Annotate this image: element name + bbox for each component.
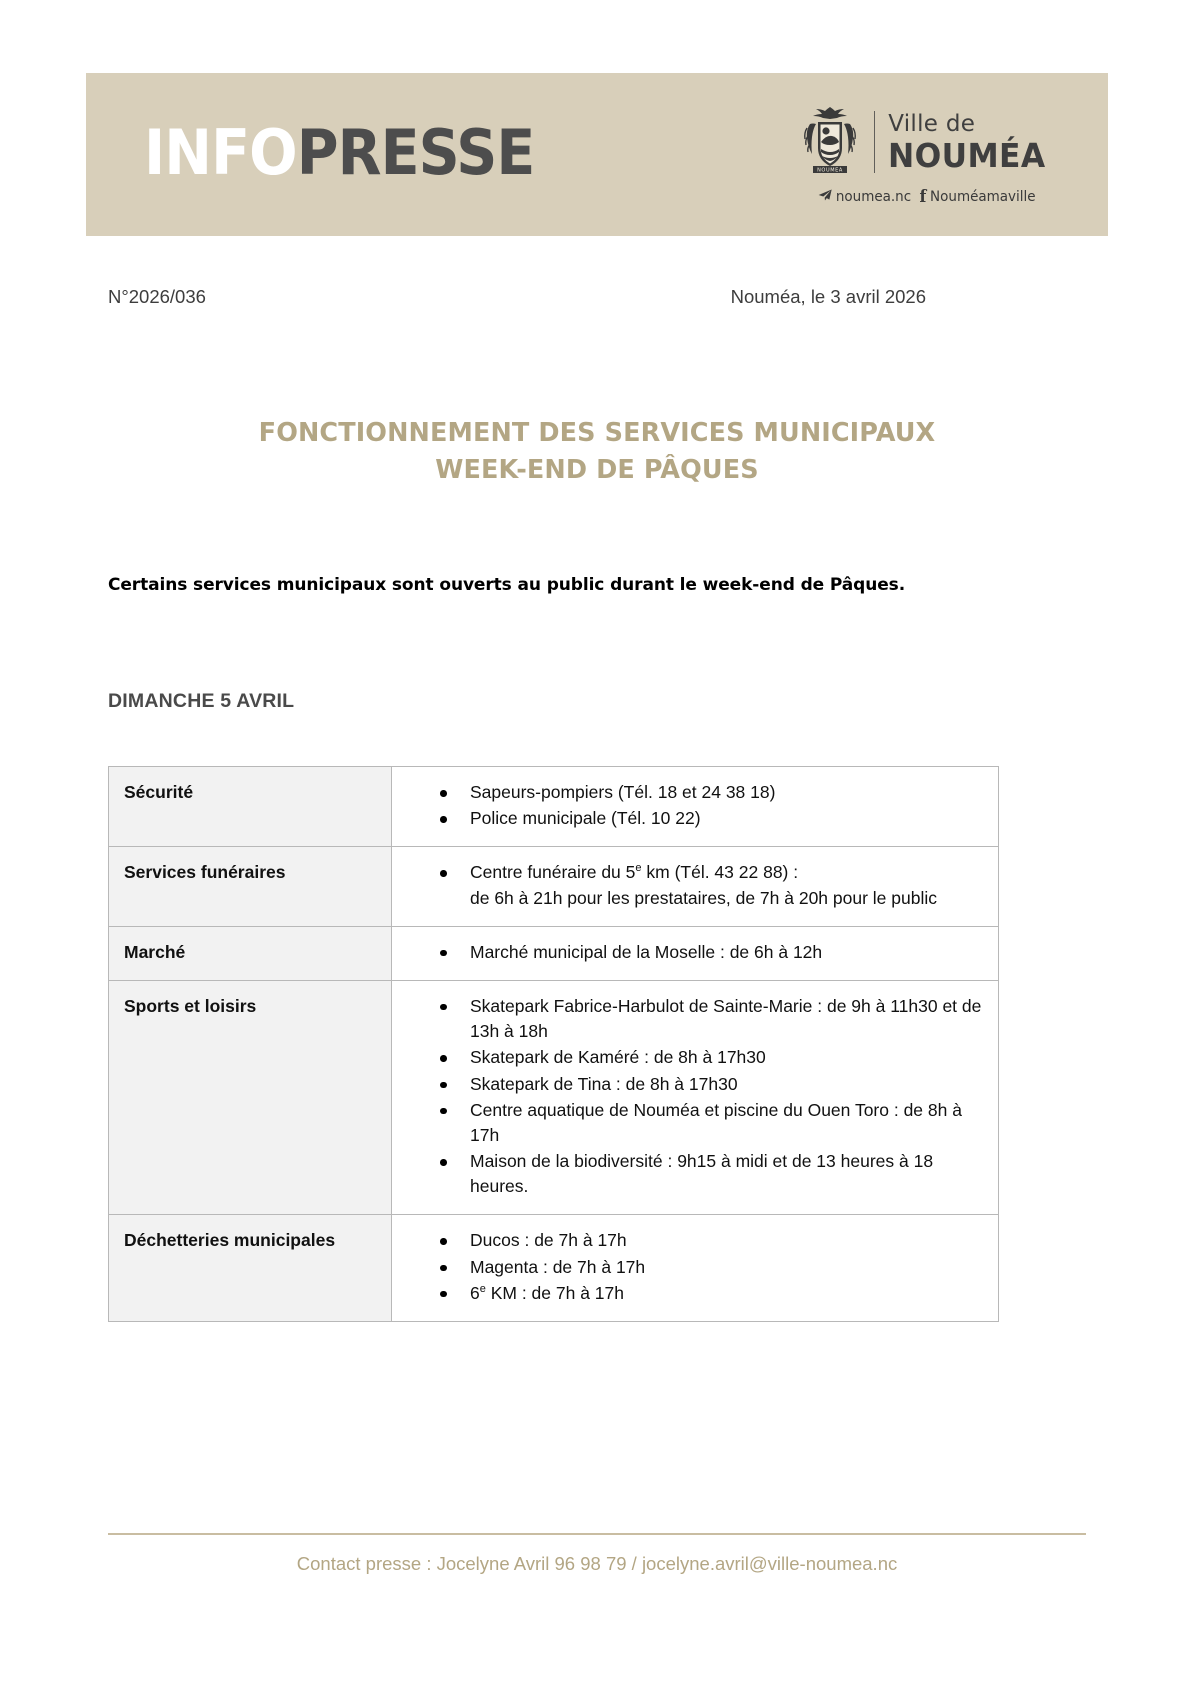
service-category-label: Sécurité (109, 767, 392, 847)
services-table (108, 766, 999, 1322)
intro-paragraph: Certains services municipaux sont ouverts au public durant le week-end de Pâques. (108, 575, 906, 595)
list-item: Ducos : de 7h à 17h (470, 1228, 988, 1253)
service-bullet-list (392, 860, 988, 910)
facebook-handle-label: Nouméamaville (929, 189, 1036, 205)
logo-ville-label: Ville de (888, 110, 976, 137)
list-item: Police municipale (Tél. 10 22) (470, 806, 988, 831)
logo-divider (874, 111, 875, 173)
services-table-body (109, 767, 999, 1322)
place-and-date: Nouméa, le 3 avril 2026 (730, 286, 926, 307)
infopresse-wordmark (144, 115, 535, 189)
list-item: Skatepark Fabrice-Harbulot de Sainte-Marie : de 9h à 11h30 et de 13h à 18h (470, 994, 988, 1044)
service-bullet-list (392, 1228, 988, 1306)
list-item: Skatepark de Tina : de 8h à 17h30 (470, 1072, 988, 1097)
logo-social-row (818, 187, 1035, 207)
page-title-line-2: WEEK-END DE PÂQUES (435, 454, 759, 485)
footer-divider (108, 1533, 1086, 1535)
service-category-label: Déchetteries municipales (109, 1215, 392, 1322)
list-item: Centre funéraire du 5e km (Tél. 43 22 88) : de 6h à 21h pour les prestataires, de 7h à 20h pour le public (470, 860, 988, 910)
logo-text-block (888, 110, 1054, 175)
table-row (109, 767, 999, 847)
list-item: Magenta : de 7h à 17h (470, 1255, 988, 1280)
coat-of-arms-icon (799, 104, 861, 180)
list-item: Sapeurs-pompiers (Tél. 18 et 24 38 18) (470, 780, 988, 805)
reference-line (108, 286, 926, 308)
list-item: Centre aquatique de Nouméa et piscine du Ouen Toro : de 8h à 17h (470, 1098, 988, 1148)
table-row (109, 980, 999, 1215)
facebook-icon: f (919, 187, 926, 207)
day-heading: DIMANCHE 5 AVRIL (108, 690, 295, 712)
ville-de-noumea-logo (799, 104, 1054, 207)
service-bullet-list (392, 780, 988, 831)
service-category-label: Marché (109, 926, 392, 980)
service-details-cell (392, 1215, 999, 1322)
list-item: Skatepark de Kaméré : de 8h à 17h30 (470, 1045, 988, 1070)
page-title-line-1: FONCTIONNEMENT DES SERVICES MUNICIPAUX (258, 418, 936, 448)
service-details-cell (392, 980, 999, 1215)
table-row (109, 847, 999, 926)
website-handle-label: noumea.nc (835, 189, 911, 205)
service-details-cell (392, 767, 999, 847)
service-bullet-list (392, 994, 988, 1200)
service-details-cell (392, 926, 999, 980)
wordmark-info: INFO (144, 115, 297, 189)
svg-text:NOUMEA: NOUMEA (816, 167, 843, 174)
table-row (109, 1215, 999, 1322)
logo-top-row (799, 104, 1054, 180)
header-banner (86, 73, 1108, 236)
service-category-label: Sports et loisirs (109, 980, 392, 1215)
list-item: Maison de la biodiversité : 9h15 à midi et de 13 heures à 18 heures. (470, 1149, 988, 1199)
logo-noumea-label: NOUMÉA (888, 135, 1046, 175)
document-number: N°2026/036 (108, 286, 206, 307)
paper-plane-icon (818, 189, 832, 205)
facebook-handle (919, 187, 1035, 207)
list-item: 6e KM : de 7h à 17h (470, 1281, 988, 1306)
wordmark-presse: PRESSE (296, 115, 535, 189)
footer-contact: Contact presse : Jocelyne Avril 96 98 79 / jocelyne.avril@ville-noumea.nc (296, 1553, 898, 1574)
service-details-cell (392, 847, 999, 926)
table-row (109, 926, 999, 980)
list-item: Marché municipal de la Moselle : de 6h à 12h (470, 940, 988, 965)
service-category-label: Services funéraires (109, 847, 392, 926)
page-title (108, 415, 1086, 489)
service-bullet-list (392, 940, 988, 965)
website-handle (818, 189, 911, 205)
